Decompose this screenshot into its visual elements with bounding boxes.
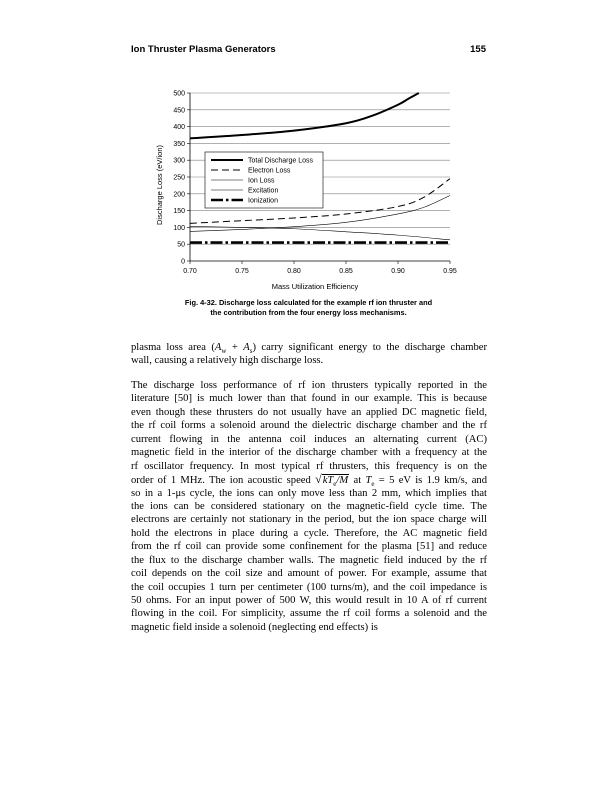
paragraph-2-line-4: the rf coil forms a solenoid around the dielectric discharge chamber and the rf bbox=[131, 420, 487, 432]
paragraph-2-line-2: literature [50] is much lower than that found in our example. This is because bbox=[131, 393, 487, 405]
paragraph-2-line-after-8: the coil occupies 1 turn per centimeter (100 turns/m), and the coil impedance is bbox=[131, 581, 487, 593]
y-tick-label-250: 250 bbox=[173, 174, 185, 182]
x-tick-label-0.95: 0.95 bbox=[443, 268, 457, 275]
paragraph-2-last-line: magnetic field inside a solenoid (neglecting end effects) is bbox=[131, 621, 378, 633]
paragraph-2-line-1: The discharge loss performance of rf ion thrusters typically reported in the bbox=[131, 380, 487, 391]
paragraph-2-line-after-2: the ions can be considered stationary on the magnetic-field cycle time. The bbox=[131, 500, 487, 512]
x-tick-label-0.90: 0.90 bbox=[391, 268, 405, 275]
page-number: 155 bbox=[470, 44, 486, 55]
running-header-title: Ion Thruster Plasma Generators bbox=[131, 44, 276, 55]
paragraph-2-lines-before bbox=[131, 379, 487, 473]
legend-label-4: Excitation bbox=[248, 187, 279, 195]
sqrt-icon: √ bbox=[315, 472, 322, 487]
paragraph-2-line-3: even though these thrusters do not usually have an applied DC magnetic field, bbox=[131, 406, 487, 418]
paragraph-2-line-after-9: 50 ohms. For an input power of 500 W, this would result in 10 A of rf current bbox=[131, 595, 487, 606]
caption-line-1: Fig. 4-32. Discharge loss calculated for the example rf ion thruster and bbox=[184, 298, 433, 307]
discharge-loss-chart bbox=[140, 80, 460, 295]
running-header bbox=[131, 44, 486, 58]
y-tick-label-400: 400 bbox=[173, 124, 185, 132]
paragraph-2-line-after-6: the flux to the discharge chamber walls. The magnetic field induced by the rf bbox=[131, 554, 487, 566]
paragraph-2-line-after-5: from the rf coil can provide some confinement for the plasma [51] and reduce bbox=[131, 541, 487, 553]
x-tick-label-0.80: 0.80 bbox=[287, 268, 301, 275]
paragraph-2-line-5: current flowing in the antenna coil induces an alternating current (AC) bbox=[131, 433, 487, 445]
chart-legend bbox=[205, 152, 323, 208]
y-axis-label: Discharge Loss (eV/ion) bbox=[155, 144, 164, 226]
paragraph-2-line-after-7: coil depends on the coil size and amount of power. For example, assume that bbox=[131, 568, 487, 580]
paragraph-1 bbox=[131, 341, 487, 368]
y-tick-label-100: 100 bbox=[173, 224, 185, 232]
caption-line-2: the contribution from the four energy loss mechanisms. bbox=[210, 307, 407, 317]
x-tick-label-0.85: 0.85 bbox=[339, 268, 353, 275]
legend-label-1: Total Discharge Loss bbox=[248, 157, 313, 165]
paragraph-2-speed-line: order of 1 MHz. The ion acoustic speed $√kT_e/M$ at $T_e = 5$ eV is 1.9 km/s, and bbox=[131, 472, 488, 489]
paragraph-2-line-7: rf oscillator frequency. In most typical rf thrusters, this frequency is on the bbox=[131, 460, 487, 472]
legend-label-3: Ion Loss bbox=[248, 177, 275, 185]
paragraph-1-line-2: wall, causing a relatively high discharge loss. bbox=[131, 355, 324, 367]
paragraph-2-line-after-10: flowing in the coil. For simplicity, assume the rf coil forms a solenoid and the bbox=[131, 608, 487, 620]
paragraph-1-line-1: plasma loss area $(A_w + A_s)$ carry significant energy to the discharge chamber bbox=[131, 342, 487, 356]
y-tick-label-0: 0 bbox=[181, 258, 185, 266]
paragraph-2-line-after-4: hold the electrons in place during a cycle. Therefore, the AC magnetic field bbox=[131, 527, 487, 539]
y-tick-label-50: 50 bbox=[177, 241, 185, 249]
legend-label-2: Electron Loss bbox=[248, 167, 291, 175]
paragraph-2-line-after-1: so in a 1-μs cycle, the ions can only move less than 2 mm, which implies that bbox=[131, 487, 487, 499]
paragraph-2-line-6: magnetic field in the interior of the discharge chamber with a frequency at the bbox=[131, 447, 487, 459]
y-tick-label-150: 150 bbox=[173, 208, 185, 216]
x-tick-label-0.70: 0.70 bbox=[183, 268, 197, 275]
x-axis-label: Mass Utilization Efficiency bbox=[271, 282, 359, 291]
sqrt-argument: $kT_e/M$ bbox=[322, 475, 349, 489]
y-tick-label-500: 500 bbox=[173, 90, 185, 98]
y-tick-label-300: 300 bbox=[173, 157, 185, 165]
x-tick-label-0.75: 0.75 bbox=[235, 268, 249, 275]
paragraph-2-line-after-3: electrons are certainly not stationary in the period, but the ion space charge will bbox=[131, 514, 487, 526]
paragraph-2-lines-after bbox=[131, 487, 487, 621]
figure-caption bbox=[131, 298, 486, 317]
legend-label-5: Ionization bbox=[248, 197, 278, 205]
math-A-s: A bbox=[243, 342, 250, 353]
y-tick-label-200: 200 bbox=[173, 191, 185, 199]
y-tick-label-450: 450 bbox=[173, 107, 185, 115]
paragraph-2 bbox=[131, 379, 487, 634]
series-line-ion-loss bbox=[190, 226, 450, 239]
y-tick-label-350: 350 bbox=[173, 140, 185, 148]
series-line-total-discharge-loss bbox=[190, 93, 419, 138]
